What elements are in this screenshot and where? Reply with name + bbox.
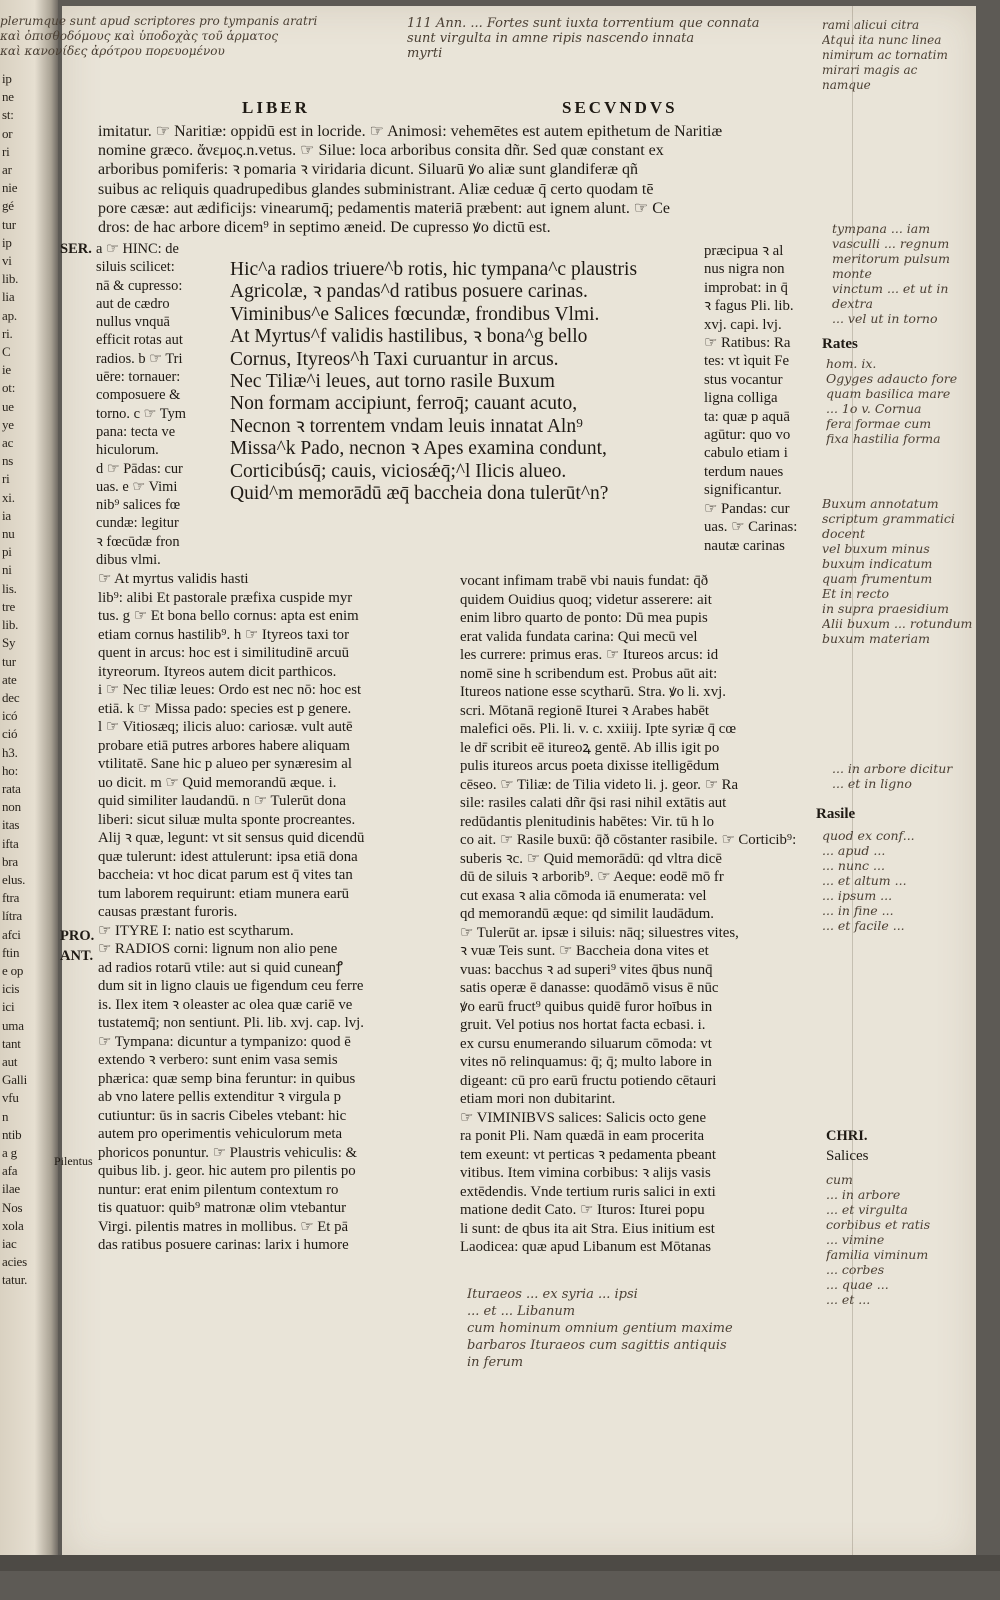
margin-fragment: xi. bbox=[2, 489, 15, 505]
commentary-line: matione dedit Cato. ☞ Ituros: Iturei popu bbox=[460, 1202, 705, 1218]
margin-fragment: elus. bbox=[2, 871, 26, 887]
gloss-line: ☞ Ratibus: Ra bbox=[704, 335, 791, 352]
running-head-right: SECVNDVS bbox=[562, 98, 678, 117]
handwritten-note-right-4: ... in arbore dicitur ... et in ligno bbox=[832, 761, 953, 791]
table-surface bbox=[0, 1555, 1000, 1571]
commentary-line: is. Ilex item ꝛ oleaster ac olea quæ cariē ve bbox=[98, 996, 353, 1013]
margin-fragment: ue bbox=[2, 398, 14, 414]
commentary-line: tis quatuor: quib⁹ matronæ olim vtebantur bbox=[98, 1200, 347, 1216]
commentary-line: ☞ At myrtus validis hasti bbox=[98, 571, 249, 587]
commentary-line: ☞ RADIOS corni: lignum non alio pene bbox=[98, 941, 338, 957]
margin-fragment: e op bbox=[2, 962, 24, 978]
handwritten-note-right-1: tympana ... iam vasculli ... regnum meritorum pulsum monte vinctum ... et ut in dextra ... vel ut in torno bbox=[832, 221, 950, 326]
margin-fragment: nu bbox=[2, 526, 15, 542]
gloss-line: improbat: in q̄ bbox=[704, 279, 788, 296]
commentary-column-1 bbox=[98, 570, 478, 1600]
margin-fragment: tur bbox=[2, 216, 16, 232]
margin-fragment: ifta bbox=[2, 835, 19, 851]
commentary-line: ꝟo earū fruct⁹ quibus quidē furor hoībus in bbox=[460, 998, 713, 1015]
margin-fragment: iac bbox=[2, 1236, 17, 1251]
gloss-line: ta: quæ p aquā bbox=[704, 408, 790, 425]
margin-fragment: tatur. bbox=[2, 1272, 28, 1288]
side-label-rasile: Rasile bbox=[816, 806, 856, 822]
side-label-ser: SER. bbox=[60, 241, 92, 257]
commentary-line: l ☞ Vitiosæq; ilicis aluo: cariosæ. vult autē bbox=[98, 719, 353, 735]
commentary-line: ad radios rotarū vtile: aut si quid cuneanꝭ bbox=[98, 959, 343, 976]
gloss-line: xvj. capi. lvj. bbox=[704, 316, 782, 333]
running-head-left: LIBER bbox=[242, 98, 310, 117]
verse-line: Non formam accipiunt, ferroq̄; cauant acuto, bbox=[230, 393, 578, 415]
margin-fragment: afa bbox=[2, 1163, 18, 1179]
margin-fragment: nie bbox=[2, 180, 18, 196]
gloss-line: pana: tecta ve bbox=[96, 423, 176, 440]
handwritten-note-right-5: quod ex conf... ... apud ... ... nunc ... ... et altum ... ... ipsum ... ... in fine ... ... et facile ... bbox=[822, 828, 915, 933]
margin-fragment: aut bbox=[2, 1053, 18, 1069]
commentary-line: ☞ Tympana: dicuntur a tympanizo: quod ē bbox=[98, 1033, 351, 1050]
margin-fragment: Galli bbox=[2, 1072, 27, 1088]
gloss-line: nus nigra non bbox=[704, 261, 785, 278]
margin-fragment: lib. bbox=[2, 271, 19, 287]
gloss-line: efficit rotas aut bbox=[96, 332, 183, 349]
margin-fragment: ye bbox=[2, 416, 14, 432]
commentary-line: extendo ꝛ verbero: sunt enim vasa semis bbox=[98, 1052, 338, 1068]
margin-fragment: icó bbox=[2, 708, 18, 724]
gloss-line: ☞ Pandas: cur bbox=[704, 500, 790, 517]
verse-line: Corticibúsq̄; cauis, viciosǽq̄;^l Ilicis alueo. bbox=[230, 460, 567, 482]
commentary-line: le dr̄ scribit eē itureoꝝ gentē. Ab illis igit po bbox=[460, 739, 720, 756]
gloss-line: ꝛ fagus Pli. lib. bbox=[704, 298, 794, 315]
margin-fragment: vfu bbox=[2, 1090, 19, 1106]
commentary-line: enim libro quarto de ponto: Dū mea pupis bbox=[460, 610, 708, 626]
gloss-line: uas. ☞ Carinas: bbox=[704, 519, 798, 536]
margin-fragment: ip bbox=[2, 71, 12, 86]
margin-fragment: ici bbox=[2, 999, 15, 1015]
upper-commentary bbox=[98, 122, 948, 242]
verse-line: At Myrtus^f validis hastilibus, ꝛ bona^g bello bbox=[230, 326, 588, 348]
commentary-line: qd memorandū æque: qd similit laudādum. bbox=[460, 906, 714, 922]
margin-fragment: Nos bbox=[2, 1199, 23, 1215]
commentary-line: ra ponit Pli. Nam quædā in eam procerita bbox=[460, 1128, 705, 1144]
commentary-line: dum sit in ligno clauis ue figendum ceu ferre bbox=[98, 978, 364, 994]
margin-fragment: ie bbox=[2, 362, 11, 378]
commentary-line: dū de siluis ꝛ arborib⁹. ☞ Aeque: eodē mō fr bbox=[460, 869, 724, 885]
margin-fragment: xola bbox=[2, 1217, 24, 1233]
commentary-line: phærica: quæ semp bina feruntur: in quibus bbox=[98, 1070, 356, 1087]
margin-fragment: pi bbox=[2, 544, 12, 560]
gloss-line: uas. e ☞ Vimi bbox=[96, 478, 178, 495]
margin-fragment: ate bbox=[2, 671, 17, 687]
commentary-line: Itureos natione esse scytharū. Stra. ꝟo li. xvj. bbox=[460, 684, 726, 700]
verse-line: Quid^m memorādū æq̄ baccheia dona tulerūt^n? bbox=[230, 483, 609, 505]
commentary-line: gruit. Vel potius nos hortat facta ecbasi. i. bbox=[460, 1017, 706, 1033]
gloss-line: radios. b ☞ Tri bbox=[96, 350, 183, 367]
commentary-line: sile: rasiles calati dñr q̄si rasi nihil extātis aut bbox=[460, 795, 727, 811]
left-gloss bbox=[96, 240, 226, 580]
commentary-line: dros: de hac arbore dicem⁹ in septimo æneid. De cupresso ꝟo dictū est. bbox=[98, 219, 551, 237]
margin-fragment: ilae bbox=[2, 1181, 20, 1197]
commentary-line: tem exeunt: vt perticas ꝛ pedamenta pbeant bbox=[460, 1146, 716, 1163]
margin-fragment: icis bbox=[2, 981, 20, 997]
verse-block bbox=[230, 259, 700, 505]
gloss-line: præcipua ꝛ al bbox=[704, 243, 784, 259]
verse-line: Agricolæ, ꝛ pandas^d ratibus posuere carinas. bbox=[230, 281, 588, 303]
commentary-line: redūdantis plenitudinis habētes: Vir. tū h lo bbox=[460, 813, 715, 830]
verse-line: Cornus, Ityreos^h Taxi curuantur in arcus. bbox=[230, 348, 559, 370]
side-label-rates: Rates bbox=[822, 336, 858, 352]
margin-fragment: ri. bbox=[2, 325, 13, 341]
commentary-line: nomē sine h scribendum est. Probus aūt ait: bbox=[460, 665, 718, 682]
commentary-line: tustatemq̄; non sentiunt. Pli. lib. xvj. cap. lvj. bbox=[98, 1015, 364, 1031]
commentary-line: etiā. k ☞ Missa pado: species est p genere. bbox=[98, 700, 352, 717]
margin-fragment: or bbox=[2, 125, 13, 141]
commentary-line: vites nō relinquamus: q̄; q̄; multo labore in bbox=[460, 1054, 712, 1070]
commentary-line: ꝛ vuæ Teis sunt. ☞ Baccheia dona vites et bbox=[460, 943, 709, 959]
commentary-line: quidem Ouidius quoq; videtur asserere: ait bbox=[460, 591, 712, 608]
gloss-line: stus vocantur bbox=[704, 371, 783, 388]
commentary-line: pulis itureos arcus poeta dixisse itelligēdum bbox=[460, 758, 720, 774]
margin-fragment: ri bbox=[2, 471, 10, 487]
margin-fragment: ac bbox=[2, 435, 14, 451]
margin-fragment: ntib bbox=[2, 1126, 22, 1142]
verse-line: Nec Tiliæ^i leues, aut torno rasile Buxum bbox=[230, 371, 555, 393]
side-label-pro: PRO. bbox=[60, 928, 95, 944]
commentary-line: tus. g ☞ Et bona bello cornus: apta est enim bbox=[98, 608, 359, 624]
margin-fragment: st: bbox=[2, 107, 14, 123]
margin-fragment: lia bbox=[2, 289, 15, 305]
handwritten-note-right-2: hom. ix. Ogyges adaucto fore quam basilica mare ... 1o v. Cornua fera formae cum fixa hastilia forma bbox=[826, 356, 958, 446]
commentary-line: erat valida fundata carina: Qui mecū vel bbox=[460, 628, 698, 645]
gloss-line: nā & cupresso: bbox=[96, 277, 183, 294]
margin-fragment: ns bbox=[2, 453, 14, 469]
margin-fragment: ftin bbox=[2, 944, 20, 960]
margin-fragment: h3. bbox=[2, 744, 18, 760]
commentary-line: quæ tulerunt: idest attulerunt: ipsa etiā dona bbox=[98, 848, 358, 865]
commentary-line: vitibus. Item vimina corbibus: ꝛ alijs vasis bbox=[460, 1165, 711, 1181]
verse-line: Hic^a radios triuere^b rotis, hic tympana^c plaustris bbox=[230, 259, 638, 280]
commentary-line: vocant infimam trabē vbi nauis fundat: q̄ð bbox=[460, 573, 709, 589]
margin-fragment: gé bbox=[2, 198, 14, 214]
margin-fragment: lib. bbox=[2, 617, 19, 633]
margin-fragment: rata bbox=[2, 780, 21, 796]
gloss-line: composuere & bbox=[96, 387, 181, 404]
margin-fragment: tant bbox=[2, 1035, 21, 1051]
gloss-line: a ☞ HINC: de bbox=[96, 241, 179, 257]
gloss-line: terdum naues bbox=[704, 463, 784, 480]
verse-line: Viminibus^e Salices fœcundæ, frondibus Vlmi. bbox=[230, 303, 600, 325]
commentary-line: probare etiā putres arbores habere aliquam bbox=[98, 737, 350, 754]
margin-fragment: vi bbox=[2, 253, 12, 269]
verse-line: Necnon ꝛ torrentem vndam leuis innatat Aln⁹ bbox=[230, 415, 583, 437]
verse-line: Missa^k Pado, necnon ꝛ Apes examina condunt, bbox=[230, 438, 607, 460]
gloss-line: nib⁹ salices fœ bbox=[96, 497, 181, 514]
margin-fragment: acies bbox=[2, 1254, 27, 1270]
gloss-line: hiculorum. bbox=[96, 442, 159, 459]
commentary-line: vuas: bacchus ꝛ ad superi⁹ vites q̄bus nunq̄ bbox=[460, 961, 713, 978]
handwritten-note-top-right: rami alicui citra Atqui ita nunc linea nimirum ac tornatim mirari magis ac namque bbox=[822, 18, 948, 92]
gloss-line: cundæ: legitur bbox=[96, 515, 179, 532]
commentary-line: les currere: primus eras. ☞ Itureos arcus: id bbox=[460, 647, 719, 663]
commentary-line: suberis ꝛc. ☞ Quid memorādū: qd vltra dicē bbox=[460, 850, 722, 867]
commentary-line: suibus ac reliquis quadrupedibus glandes subministrant. Aliæ ceduæ q̄ certo quodam tē bbox=[98, 180, 654, 198]
margin-fragment: bra bbox=[2, 853, 18, 869]
margin-fragment: C bbox=[2, 344, 11, 360]
side-label-pilentus: Pilentus bbox=[54, 1154, 93, 1168]
margin-fragment: ar bbox=[2, 162, 12, 178]
margin-fragment: ne bbox=[2, 89, 14, 105]
handwritten-note-right-6: cum ... in arbore ... et virgulta corbibus et ratis ... vimine familia viminum ... corbes ... quae ... ... et ... bbox=[826, 1172, 931, 1307]
commentary-line: baccheia: vt hoc dicat parum est q̄ vites tan bbox=[98, 867, 353, 883]
commentary-line: digeant: cū pro earū fructu potiendo cētauri bbox=[460, 1072, 717, 1089]
commentary-line: cēseo. ☞ Tiliæ: de Tilia videto li. j. geor. ☞ Ra bbox=[460, 776, 739, 793]
commentary-line: quibus lib. j. geor. hic autem pro pilentis po bbox=[98, 1163, 356, 1179]
margin-fragment: n bbox=[2, 1108, 9, 1124]
side-label-salices: Salices bbox=[826, 1148, 869, 1164]
margin-fragment: uma bbox=[2, 1017, 24, 1033]
gloss-line: nautæ carinas bbox=[704, 537, 785, 554]
commentary-line: nomine græco. ἄνεμος.n.vetus. ☞ Silue: loca arboribus consita dñr. Sed quæ constant ex bbox=[98, 142, 664, 160]
margin-fragment: afci bbox=[2, 926, 21, 942]
margin-fragment: ap. bbox=[2, 307, 17, 323]
previous-page-margin bbox=[2, 70, 38, 1310]
margin-fragment: Sy bbox=[2, 635, 16, 651]
gloss-line: cabulo etiam i bbox=[704, 445, 788, 462]
gloss-line: ꝛ fœcūdæ fron bbox=[96, 533, 180, 550]
commentary-line: co ait. ☞ Rasile buxū: q̄ð cōstanter rasibile. ☞ Corticib⁹: bbox=[460, 832, 797, 848]
handwritten-note-bottom: Ituraeos ... ex syria ... ipsi ... et ... Libanum cum hominum omnium gentium maxime barbaros Ituraeos cum sagittis antiquis in ferum bbox=[467, 1287, 733, 1370]
gloss-line: tes: vt ìquit Fe bbox=[704, 353, 790, 370]
commentary-line: malefici oēs. Pli. li. v. c. xxiiij. Ipte syriæ q̄ cœ bbox=[460, 721, 737, 737]
gloss-line: torno. c ☞ Tym bbox=[96, 405, 186, 422]
margin-fragment: ot: bbox=[2, 380, 16, 396]
commentary-line: li sunt: de qbus ita ait Stra. Eius initium est bbox=[460, 1220, 715, 1237]
gloss-line: agūtur: quo vo bbox=[704, 427, 791, 444]
gloss-line: aut de cædro bbox=[96, 295, 170, 312]
commentary-line: ex cursu enumerando siluarum cōmoda: vt bbox=[460, 1035, 712, 1052]
gloss-line: significantur. bbox=[704, 482, 782, 499]
commentary-line: etiam cornus hastilib⁹. h ☞ Ityreos taxi tor bbox=[98, 626, 350, 643]
commentary-line: ☞ VIMINIBVS salices: Salicis octo gene bbox=[460, 1109, 707, 1126]
margin-fragment: a g bbox=[2, 1144, 17, 1160]
margin-fragment: ho: bbox=[2, 762, 19, 778]
commentary-line: scri. Mōtanā regionē Iturei ꝛ Arabes habēt bbox=[460, 702, 710, 719]
margin-fragment: ri bbox=[2, 143, 10, 159]
margin-fragment: ip bbox=[2, 234, 12, 250]
commentary-line: ☞ Tulerūt ar. ipsæ i siluis: nāq; siluestres vites, bbox=[460, 924, 739, 941]
gloss-line: d ☞ Pādas: cur bbox=[96, 460, 183, 477]
commentary-line: arboribus pomiferis: ꝛ pomaria ꝛ viridaria dicunt. Siluarū ꝟo aliæ sunt glandiferæ qñ bbox=[98, 161, 638, 179]
handwritten-note-top-center: 111 Ann. ... Fortes sunt iuxta torrentium que connata sunt virgulta in amne ripis nascendo innata myrti bbox=[407, 16, 760, 61]
margin-fragment: ció bbox=[2, 726, 18, 742]
commentary-column-2 bbox=[460, 572, 825, 1292]
commentary-line: ityreorum. Ityreos autem dicit parthicos. bbox=[98, 663, 337, 680]
commentary-line: imitatur. ☞ Naritiæ: oppidū est in locride. ☞ Animosi: vehemētes est autem epithetum de Naritiæ bbox=[98, 123, 723, 140]
commentary-line: cutiuntur: ūs in sacris Cibeles vtebant: hic bbox=[98, 1107, 347, 1124]
margin-fragment: ia bbox=[2, 507, 11, 523]
commentary-line: nuntur: erat enim pilentum contextum ro bbox=[98, 1181, 339, 1198]
margin-fragment: lis. bbox=[2, 580, 17, 596]
commentary-line: ab vno latere pellis extenditur ꝛ virgula p bbox=[98, 1089, 342, 1105]
commentary-line: uo dicit. m ☞ Quid memorandū æque. i. bbox=[98, 774, 337, 791]
commentary-line: satis operæ ē danasse: quodāmō visus ē nūc bbox=[460, 980, 719, 996]
commentary-line: cut exasa ꝛ alia cōmoda iā enumerata: vel bbox=[460, 887, 707, 904]
commentary-line: vtilitatē. Sane hic p alueo per synæresim al bbox=[98, 756, 352, 772]
gloss-line: nullus vnquā bbox=[96, 314, 170, 331]
commentary-line: pore cæsæ: aut ædificijs: vinearumq̄; pedamentis materiā præbent: aut ignem alunt. ☞ Ce bbox=[98, 199, 670, 217]
margin-fragment: tre bbox=[2, 598, 16, 614]
commentary-line: tum laborem requirunt: etiam munera earū bbox=[98, 885, 350, 902]
margin-fragment: ni bbox=[2, 562, 12, 578]
gloss-line: dibus vlmi. bbox=[96, 552, 161, 569]
margin-fragment: tur bbox=[2, 653, 16, 669]
gloss-line: ligna colliga bbox=[704, 390, 778, 407]
side-label-ant: ANT. bbox=[60, 948, 94, 964]
commentary-line: quid similiter laudandū. n ☞ Tulerūt dona bbox=[98, 793, 346, 809]
margin-fragment: lítra bbox=[2, 908, 22, 924]
margin-fragment: dec bbox=[2, 689, 20, 705]
commentary-line: Alij ꝛ quæ, legunt: vt sit sensus quid dicendū bbox=[98, 830, 365, 846]
commentary-line: Laodicea: quæ apud Libanum est Mōtanas bbox=[460, 1239, 712, 1255]
commentary-line: quent in arcus: hoc est i similitudinē arcuū bbox=[98, 645, 350, 661]
commentary-line: das ratibus posuere carinas: larix i humore bbox=[98, 1237, 349, 1253]
commentary-line: etiam mori non dubitarint. bbox=[460, 1091, 616, 1107]
commentary-line: causas præstant furoris. bbox=[98, 904, 238, 920]
margin-fragment: non bbox=[2, 799, 21, 815]
commentary-line: Virgi. pilentis matres in mollibus. ☞ Et pā bbox=[98, 1218, 349, 1235]
commentary-line: phoricos ponuntur. ☞ Plaustris vehiculis: & bbox=[98, 1144, 358, 1161]
commentary-line: extēdendis. Vnde tertium ruris salici in exti bbox=[460, 1183, 716, 1200]
commentary-line: liberi: sicut siluæ multa sponte procreantes. bbox=[98, 811, 356, 828]
commentary-line: ☞ ITYRE I: natio est scytharum. bbox=[98, 922, 294, 939]
gloss-line: siluis scilicet: bbox=[96, 259, 175, 276]
commentary-line: i ☞ Nec tiliæ leues: Ordo est nec nō: hoc est bbox=[98, 682, 362, 698]
side-label-chri: CHRI. bbox=[826, 1128, 868, 1144]
margin-fragment: itas bbox=[2, 817, 20, 833]
commentary-line: lib⁹: alibi Et pastorale præfixa cuspide myr bbox=[98, 589, 353, 606]
handwritten-note-right-3: Buxum annotatum scriptum grammatici docent vel buxum minus buxum indicatum quam frumentum Et in recto in supra praesidium Alii buxum ... rotundum buxum materiam bbox=[822, 496, 973, 646]
margin-fragment: ftra bbox=[2, 890, 20, 906]
handwritten-note-top-left: plerumque sunt apud scriptores pro tympanis aratri καὶ ὀπισθοδόμους καὶ ὑποδοχὰς τοῦ ἁρματος καὶ κανονίδες ἀρότρου πορευομένου bbox=[0, 14, 318, 58]
gloss-line: uēre: tornauer: bbox=[96, 369, 181, 386]
commentary-line: autem pro operimentis vehiculorum meta bbox=[98, 1126, 343, 1142]
